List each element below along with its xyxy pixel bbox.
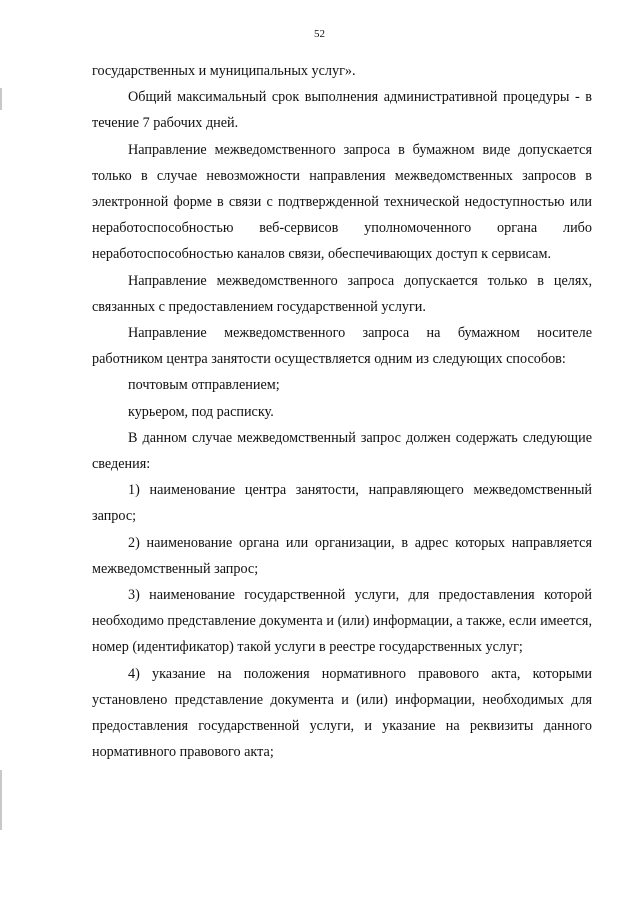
paragraph-paper-request-condition: Направление межведомственного запроса в бумажном виде допускается только в случае невозможности направления межведомственных запросов в электронной форме в связи с подтвержденной технической недоступностью или неработоспособностью веб-сервисов уполномоченного органа либо неработоспособностью каналов связи, обеспечивающих доступ к сервисам. xyxy=(92,141,592,263)
list-item-1: 1) наименование центра занятости, направляющего межведомственный запрос; xyxy=(92,482,592,525)
document-body xyxy=(92,58,592,765)
list-item-courier: курьером, под расписку. xyxy=(128,403,274,420)
list-item-2: 2) наименование органа или организации, в адрес которых направляется межведомственный запрос; xyxy=(92,534,592,577)
list-item-3: 3) наименование государственной услуги, для предоставления которой необходимо представление документа и (или) информации, а также, если имеется, номер (идентификатор) такой услуги в реестре государственных услуг; xyxy=(92,587,592,656)
paragraph-delivery-methods: Направление межведомственного запроса на бумажном носителе работником центра занятости осуществляется одним из следующих способов: xyxy=(92,325,592,368)
paragraph-continuation: государственных и муниципальных услуг». xyxy=(92,63,356,79)
scan-edge-mark-bottom xyxy=(0,770,2,830)
list-item-4: 4) указание на положения нормативного правового акта, которыми установлено представление документа и (или) информации, необходимых для предоставления государственной услуги, и указание на реквизиты данного нормативного правового акта; xyxy=(92,665,592,761)
paragraph-required-info-intro: В данном случае межведомственный запрос должен содержать следующие сведения: xyxy=(92,429,592,473)
list-item-postal: почтовым отправлением; xyxy=(128,377,280,394)
page-number: 52 xyxy=(314,28,325,40)
paragraph-request-purpose: Направление межведомственного запроса допускается только в целях, связанных с предоставлением государственной услуги. xyxy=(92,272,592,315)
scan-edge-mark-top xyxy=(0,88,2,110)
paragraph-max-duration: Общий максимальный срок выполнения административной процедуры - в течение 7 рабочих дней. xyxy=(92,89,592,132)
